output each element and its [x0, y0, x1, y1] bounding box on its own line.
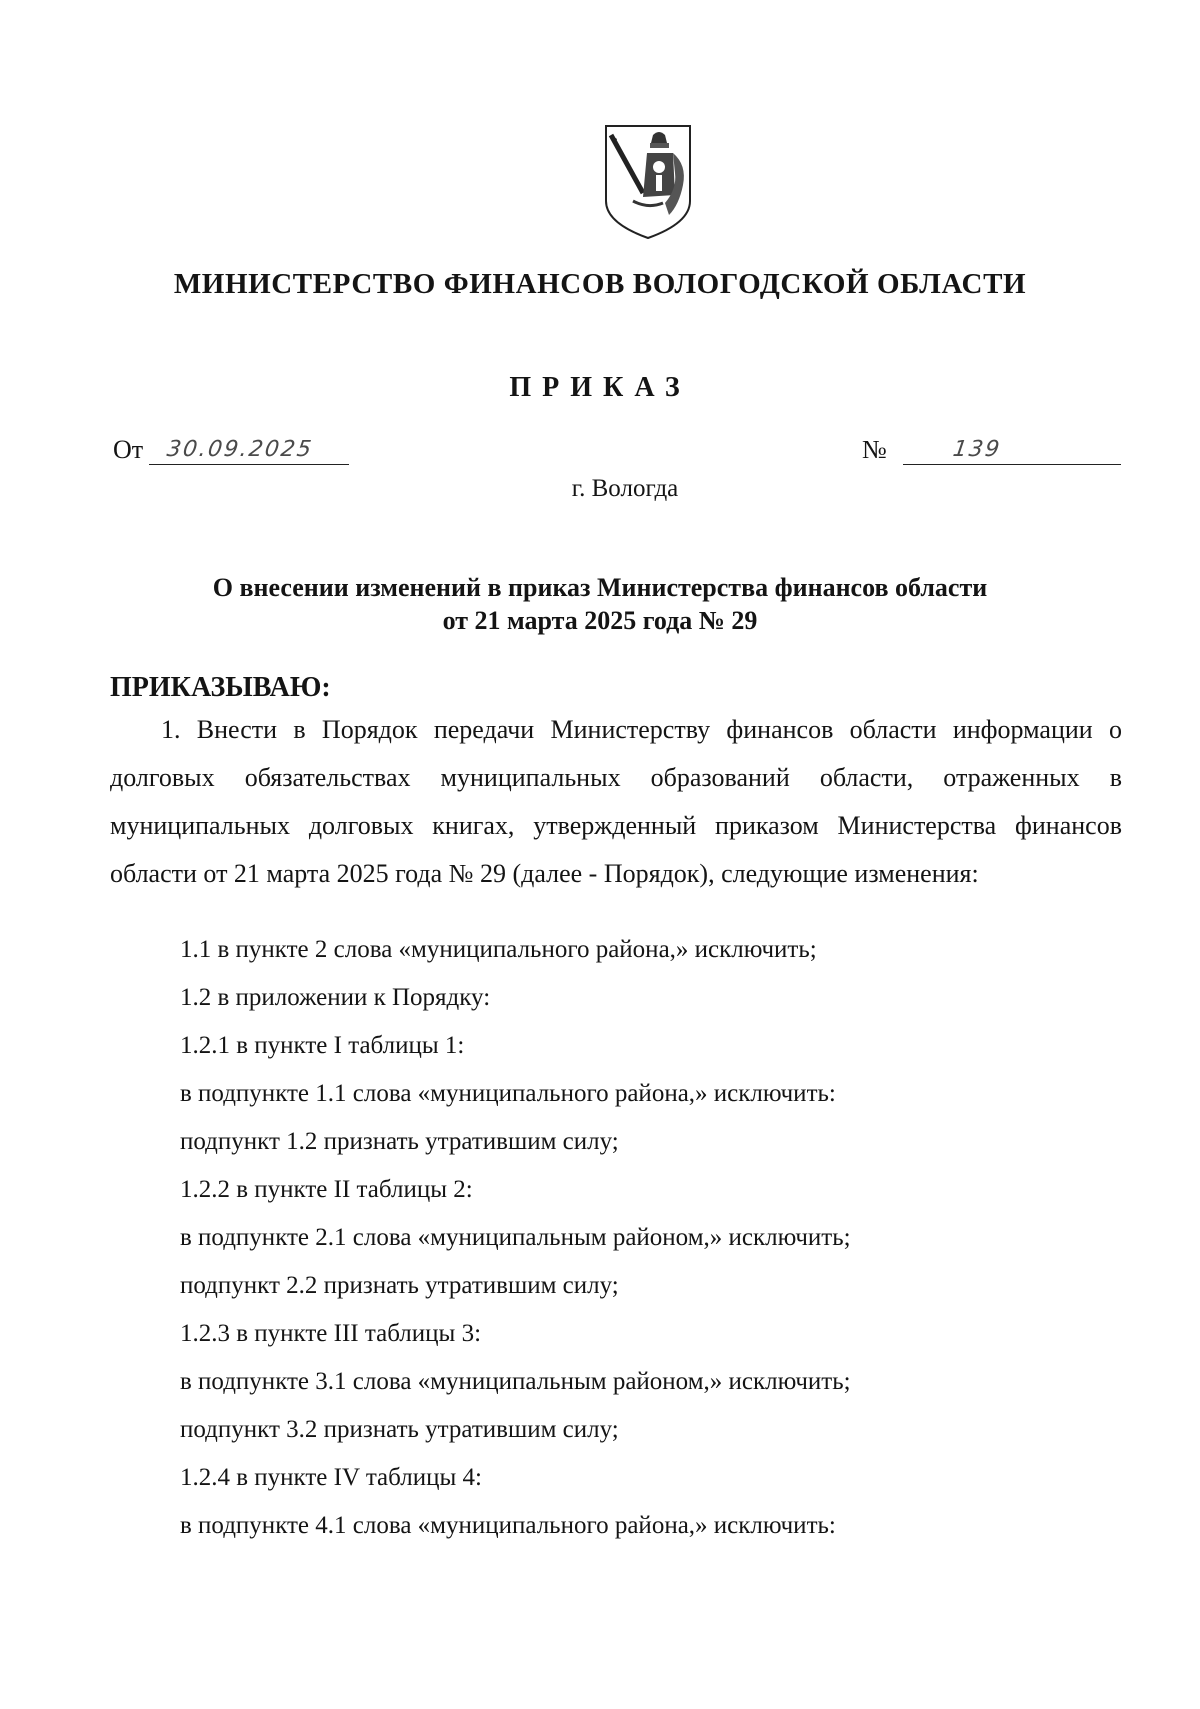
list-item: 1.1 в пункте 2 слова «муниципального района,» исключить; — [180, 936, 817, 963]
document-subject — [150, 571, 1050, 637]
list-item: подпункт 1.2 признать утратившим силу; — [180, 1128, 619, 1155]
number-underline — [903, 434, 1121, 465]
orders-label: ПРИКАЗЫВАЮ: — [110, 672, 331, 703]
list-item: в подпункте 2.1 слова «муниципальным районом,» исключить; — [180, 1224, 851, 1251]
date-underline — [149, 434, 349, 465]
number-prefix: № — [862, 435, 887, 464]
list-item: 1.2 в приложении к Порядку: — [180, 984, 491, 1011]
number-value: 139 — [951, 437, 1003, 462]
list-item: 1.2.2 в пункте II таблицы 2: — [180, 1176, 473, 1203]
list-item: подпункт 2.2 признать утратившим силу; — [180, 1272, 619, 1299]
subject-line-1: О внесении изменений в приказ Министерства финансов области — [212, 573, 988, 602]
amendment-list — [180, 926, 851, 1550]
paragraph-1: 1. Внести в Порядок передачи Министерству финансов области информации о долговых обязательствах муниципальных образований области, отраженных в муниципальных долговых книгах, утвержденный приказом Министерства финансов области от 21 марта 2025 года № 29 (далее - Порядок), следующие изменения: — [110, 715, 1122, 888]
ministry-name: МИНИСТЕРСТВО ФИНАНСОВ ВОЛОГОДСКОЙ ОБЛАСТИ — [173, 268, 1027, 300]
subject-line-2: от 21 марта 2025 года № 29 — [442, 606, 758, 635]
date-prefix: От — [113, 435, 144, 464]
city: г. Вологда — [571, 475, 679, 502]
date-field — [113, 434, 349, 465]
list-item: 1.2.3 в пункте III таблицы 3: — [180, 1320, 482, 1347]
coat-of-arms-icon — [603, 123, 693, 241]
list-item: в подпункте 4.1 слова «муниципального района,» исключить: — [180, 1512, 836, 1539]
list-item: подпункт 3.2 признать утратившим силу; — [180, 1416, 619, 1443]
list-item: в подпункте 3.1 слова «муниципальным районом,» исключить; — [180, 1368, 851, 1395]
list-item: 1.2.1 в пункте I таблицы 1: — [180, 1032, 465, 1059]
list-item: 1.2.4 в пункте IV таблицы 4: — [180, 1464, 482, 1491]
list-item: в подпункте 1.1 слова «муниципального района,» исключить: — [180, 1080, 836, 1107]
date-value: 30.09.2025 — [165, 437, 315, 462]
number-field — [862, 434, 1121, 465]
document-type: ПРИКАЗ — [509, 372, 691, 403]
